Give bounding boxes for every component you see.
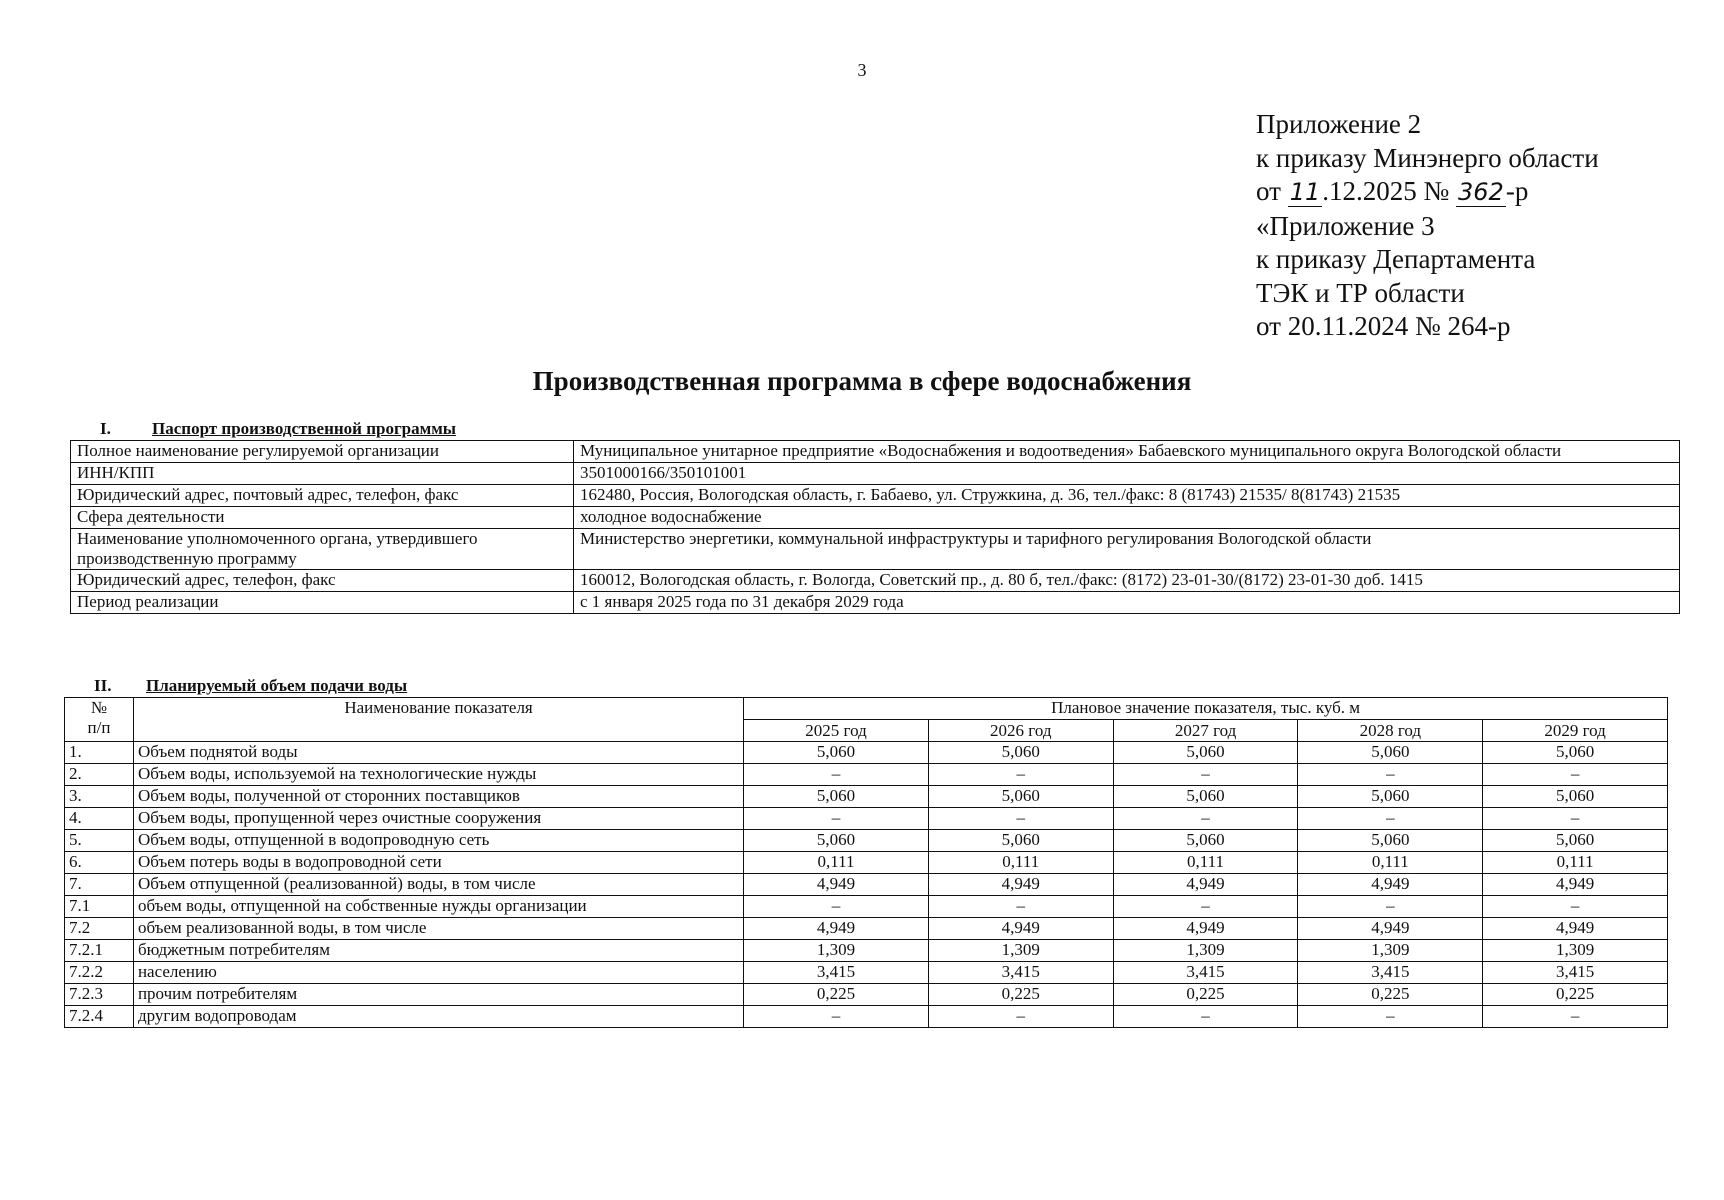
row-value: 0,111 — [744, 852, 929, 874]
row-value: 4,949 — [744, 918, 929, 940]
table-row — [65, 830, 1668, 852]
header-year: 2029 год — [1483, 720, 1668, 742]
row-indicator-name: Объем воды, отпущенной в водопроводную сеть — [133, 830, 743, 852]
row-value: 5,060 — [928, 742, 1113, 764]
row-value: – — [744, 764, 929, 786]
row-indicator-name: объем воды, отпущенной на собственные нужды организации — [133, 896, 743, 918]
passport-value: 162480, Россия, Вологодская область, г. Бабаево, ул. Стружкина, д. 36, тел./факс: 8 (81743) 21535/ 8(81743) 21535 — [574, 485, 1680, 507]
page-number: 3 — [857, 60, 867, 80]
row-indicator-name: бюджетным потребителям — [133, 940, 743, 962]
table-row — [65, 896, 1668, 918]
row-number: 7. — [65, 874, 134, 896]
section-1-title: Паспорт производственной программы — [152, 419, 457, 438]
row-value: – — [1298, 764, 1483, 786]
table-row — [65, 764, 1668, 786]
row-value: 5,060 — [1298, 830, 1483, 852]
row-number: 4. — [65, 808, 134, 830]
row-number: 2. — [65, 764, 134, 786]
row-value: 0,111 — [1298, 852, 1483, 874]
table-row — [65, 786, 1668, 808]
passport-value: 3501000166/350101001 — [574, 463, 1680, 485]
header-number-line-2: п/п — [87, 718, 111, 737]
appendix-line-4: «Приложение 3 — [1256, 210, 1435, 241]
row-value: 5,060 — [1113, 742, 1298, 764]
header-indicator-name: Наименование показателя — [133, 698, 743, 742]
row-value: – — [1483, 764, 1668, 786]
passport-value: 160012, Вологодская область, г. Вологда, Советский пр., д. 80 б, тел./факс: (8172) 23-01-30/(8172) 23-01-30 доб. 1415 — [574, 570, 1680, 592]
row-value: – — [1113, 1006, 1298, 1028]
header-year: 2027 год — [1113, 720, 1298, 742]
row-number: 1. — [65, 742, 134, 764]
passport-row — [71, 441, 1680, 463]
row-value: – — [744, 1006, 929, 1028]
row-indicator-name: Объем воды, используемой на технологические нужды — [133, 764, 743, 786]
table-row — [65, 742, 1668, 764]
passport-row — [71, 485, 1680, 507]
section-1-number: I. — [100, 419, 111, 438]
row-indicator-name: Объем поднятой воды — [133, 742, 743, 764]
row-value: 5,060 — [1483, 786, 1668, 808]
passport-key: Сфера деятельности — [71, 507, 574, 529]
passport-row — [71, 592, 1680, 614]
row-value: 1,309 — [744, 940, 929, 962]
appendix-line-3 — [1256, 175, 1599, 210]
header-number — [65, 698, 134, 742]
row-value: 0,225 — [1483, 984, 1668, 1006]
passport-table — [70, 440, 1680, 614]
passport-row — [71, 463, 1680, 485]
row-value: 3,415 — [1113, 962, 1298, 984]
row-value: 0,111 — [928, 852, 1113, 874]
row-value: 4,949 — [1483, 918, 1668, 940]
row-value: 5,060 — [1113, 786, 1298, 808]
handwritten-day: 11 — [1288, 175, 1323, 210]
row-value: 5,060 — [744, 742, 929, 764]
water-volume-table — [64, 697, 1668, 1028]
row-number: 7.2.3 — [65, 984, 134, 1006]
row-indicator-name: Объем потерь воды в водопроводной сети — [133, 852, 743, 874]
row-number: 7.2.1 — [65, 940, 134, 962]
row-value: 0,111 — [1483, 852, 1668, 874]
passport-key: ИНН/КПП — [71, 463, 574, 485]
section-1-heading — [100, 419, 456, 439]
passport-key: Наименование уполномоченного органа, утвердившего производственную программу — [71, 529, 574, 570]
passport-row — [71, 529, 1680, 570]
row-value: 5,060 — [1298, 742, 1483, 764]
table-row — [65, 918, 1668, 940]
row-value: – — [928, 1006, 1113, 1028]
table-row — [65, 874, 1668, 896]
table-row — [65, 1006, 1668, 1028]
row-value: 1,309 — [928, 940, 1113, 962]
table-row — [65, 808, 1668, 830]
row-value: 4,949 — [744, 874, 929, 896]
row-value: – — [1483, 1006, 1668, 1028]
row-value: – — [744, 896, 929, 918]
row-value: – — [1298, 1006, 1483, 1028]
row-value: 5,060 — [744, 786, 929, 808]
row-indicator-name: другим водопроводам — [133, 1006, 743, 1028]
row-value: – — [1483, 896, 1668, 918]
row-indicator-name: Объем воды, полученной от сторонних поставщиков — [133, 786, 743, 808]
row-number: 7.2 — [65, 918, 134, 940]
row-value: 0,225 — [928, 984, 1113, 1006]
handwritten-number: 362 — [1456, 175, 1506, 210]
appendix-date-prefix: от — [1256, 176, 1281, 206]
row-value: 5,060 — [1483, 830, 1668, 852]
row-value: – — [744, 808, 929, 830]
table-row — [65, 852, 1668, 874]
row-value: 5,060 — [928, 830, 1113, 852]
header-row-1 — [65, 698, 1668, 720]
section-2-heading — [94, 676, 407, 696]
passport-value: Министерство энергетики, коммунальной инфраструктуры и тарифного регулирования Вологодской области — [574, 529, 1680, 570]
row-indicator-name: Объем воды, пропущенной через очистные сооружения — [133, 808, 743, 830]
appendix-line-1: Приложение 2 — [1256, 109, 1422, 139]
row-number: 5. — [65, 830, 134, 852]
passport-key: Полное наименование регулируемой организации — [71, 441, 574, 463]
header-year: 2025 год — [744, 720, 929, 742]
row-value: – — [928, 764, 1113, 786]
row-value: 1,309 — [1113, 940, 1298, 962]
row-value: 4,949 — [1298, 874, 1483, 896]
row-value: 0,111 — [1113, 852, 1298, 874]
row-value: 1,309 — [1483, 940, 1668, 962]
header-number-line-1: № — [90, 698, 108, 717]
row-value: 5,060 — [744, 830, 929, 852]
appendix-date-suffix: -р — [1505, 176, 1529, 206]
row-value: 4,949 — [1113, 874, 1298, 896]
row-number: 7.1 — [65, 896, 134, 918]
appendix-block — [1256, 108, 1599, 344]
passport-row — [71, 570, 1680, 592]
row-value: – — [1113, 808, 1298, 830]
row-value: 0,225 — [1298, 984, 1483, 1006]
row-value: – — [1483, 808, 1668, 830]
row-indicator-name: населению — [133, 962, 743, 984]
row-number: 6. — [65, 852, 134, 874]
appendix-line-5: к приказу Департамента — [1256, 244, 1536, 274]
passport-row — [71, 507, 1680, 529]
passport-value: с 1 января 2025 года по 31 декабря 2029 года — [574, 592, 1680, 614]
table-row — [65, 984, 1668, 1006]
row-value: 5,060 — [1298, 786, 1483, 808]
row-value: 4,949 — [928, 874, 1113, 896]
row-value: 0,225 — [1113, 984, 1298, 1006]
row-value: 5,060 — [1483, 742, 1668, 764]
header-year: 2026 год — [928, 720, 1113, 742]
row-value: 3,415 — [1483, 962, 1668, 984]
row-value: 1,309 — [1298, 940, 1483, 962]
row-indicator-name: Объем отпущенной (реализованной) воды, в том числе — [133, 874, 743, 896]
table-row — [65, 940, 1668, 962]
appendix-line-6: ТЭК и ТР области — [1256, 277, 1465, 308]
row-indicator-name: объем реализованной воды, в том числе — [133, 918, 743, 940]
passport-key: Юридический адрес, почтовый адрес, телефон, факс — [71, 485, 574, 507]
header-plan-value: Плановое значение показателя, тыс. куб. м — [744, 698, 1668, 720]
row-value: 4,949 — [1113, 918, 1298, 940]
row-value: 4,949 — [1298, 918, 1483, 940]
row-value: – — [1113, 764, 1298, 786]
row-value: – — [1298, 896, 1483, 918]
row-value: – — [928, 808, 1113, 830]
passport-key: Юридический адрес, телефон, факс — [71, 570, 574, 592]
section-2-title: Планируемый объем подачи воды — [146, 676, 408, 695]
passport-key: Период реализации — [71, 592, 574, 614]
header-year: 2028 год — [1298, 720, 1483, 742]
row-value: – — [928, 896, 1113, 918]
row-indicator-name: прочим потребителям — [133, 984, 743, 1006]
row-number: 3. — [65, 786, 134, 808]
document-title: Производственная программа в сфере водоснабжения — [532, 366, 1192, 396]
passport-value: Муниципальное унитарное предприятие «Водоснабжения и водоотведения» Бабаевского муниципального округа Вологодской области — [574, 441, 1680, 463]
table-row — [65, 962, 1668, 984]
row-value: 3,415 — [1298, 962, 1483, 984]
passport-value: холодное водоснабжение — [574, 507, 1680, 529]
row-value: 3,415 — [744, 962, 929, 984]
row-number: 7.2.4 — [65, 1006, 134, 1028]
row-value: – — [1113, 896, 1298, 918]
row-value: 5,060 — [928, 786, 1113, 808]
appendix-line-2: к приказу Минэнерго области — [1256, 142, 1599, 173]
row-value: 3,415 — [928, 962, 1113, 984]
section-2-number: II. — [94, 676, 112, 695]
row-value: 5,060 — [1113, 830, 1298, 852]
row-value: 4,949 — [928, 918, 1113, 940]
row-value: 4,949 — [1483, 874, 1668, 896]
row-value: 0,225 — [744, 984, 929, 1006]
row-number: 7.2.2 — [65, 962, 134, 984]
appendix-line-7: от 20.11.2024 № 264-р — [1256, 311, 1511, 341]
appendix-date-mid: .12.2025 № — [1322, 176, 1450, 206]
row-value: – — [1298, 808, 1483, 830]
